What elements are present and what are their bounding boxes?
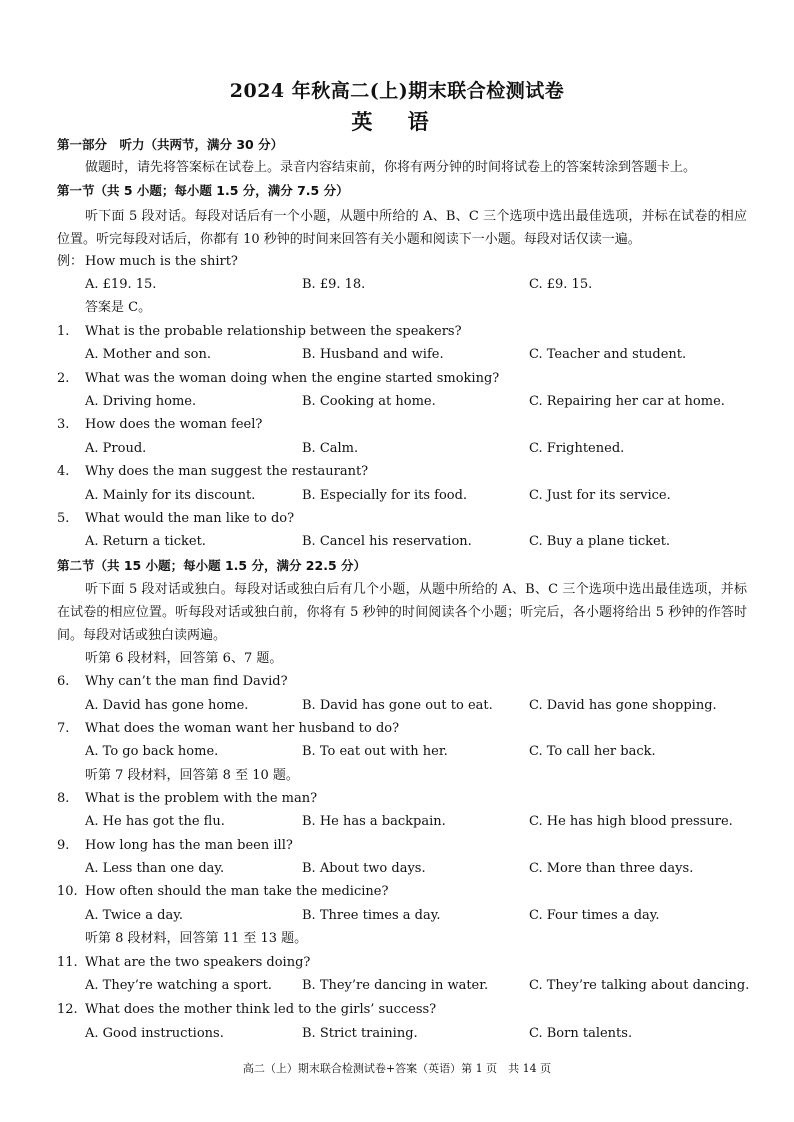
- section1-heading: 第一节（共 5 小题；每小题 1.5 分，满分 7.5 分）: [57, 183, 349, 198]
- option-b: B. Calm.: [302, 441, 359, 456]
- example-option-b: B. £9. 18.: [302, 277, 366, 292]
- question-number: 10.: [57, 884, 78, 899]
- question-number: 6.: [57, 674, 70, 689]
- question-number: 2.: [57, 371, 70, 386]
- question-text: How does the woman feel?: [85, 417, 263, 432]
- question-text: Why can’t the man find David?: [85, 674, 288, 689]
- option-b: B. Husband and wife.: [302, 347, 444, 362]
- option-a: A. To go back home.: [85, 744, 219, 759]
- option-b: B. Three times a day.: [302, 908, 441, 923]
- option-c: C. Four times a day.: [529, 908, 660, 923]
- question-number: 5.: [57, 511, 70, 526]
- option-a: A. Good instructions.: [85, 1026, 224, 1041]
- section2-intro: 听下面 5 段对话或独白。每段对话或独白后有几个小题，从题中所给的 A、B、C 三个选项中选出最佳选项，并标在试卷的相应位置。听每段对话或独白前，你将有 5 秒钟的时间阅读各个小题；听完后，各小题将给出 5 秒钟的作答时间。每段对话或独白读两遍。: [57, 582, 747, 643]
- option-c: C. More than three days.: [529, 861, 694, 876]
- option-b: B. Cancel his reservation.: [302, 534, 472, 549]
- section1-intro: 听下面 5 段对话。每段对话后有一个小题，从题中所给的 A、B、C 三个选项中选出最佳选项，并标在试卷的相应位置。听完每段对话后，你都有 10 秒钟的时间来回答有关小题和阅读下一小题。每段对话仅读一遍。: [57, 209, 747, 247]
- question-number: 9.: [57, 838, 70, 853]
- option-b: B. Strict training.: [302, 1026, 418, 1041]
- option-a: A. Mother and son.: [85, 347, 212, 362]
- option-b: B. Especially for its food.: [302, 488, 468, 503]
- question-text: What would the man like to do?: [85, 511, 295, 526]
- question-number: 7.: [57, 721, 70, 736]
- example-label: 例：: [57, 254, 84, 269]
- option-b: B. They’re dancing in water.: [302, 978, 489, 993]
- option-b: B. About two days.: [302, 861, 426, 876]
- question-number: 4.: [57, 464, 70, 479]
- question-number: 11.: [57, 955, 78, 970]
- option-b: B. Cooking at home.: [302, 394, 436, 409]
- option-a: A. They’re watching a sport.: [85, 978, 272, 993]
- option-a: A. Twice a day.: [85, 908, 183, 923]
- question-number: 1.: [57, 324, 70, 339]
- question-number: 3.: [57, 417, 70, 432]
- question-text: What is the problem with the man?: [85, 791, 318, 806]
- option-c: C. Born talents.: [529, 1026, 633, 1041]
- section2-heading: 第二节（共 15 小题；每小题 1.5 分，满分 22.5 分）: [57, 558, 366, 573]
- option-b: B. David has gone out to eat.: [302, 698, 493, 713]
- material-8-note: 听第 8 段材料，回答第 11 至 13 题。: [85, 931, 308, 946]
- question-text: What are the two speakers doing?: [85, 955, 311, 970]
- question-number: 8.: [57, 791, 70, 806]
- option-b: B. To eat out with her.: [302, 744, 448, 759]
- question-text: What does the woman want her husband to do?: [85, 721, 400, 736]
- option-a: A. Proud.: [85, 441, 147, 456]
- material-6-note: 听第 6 段材料，回答第 6、7 题。: [85, 651, 283, 666]
- example-answer: 答案是 C。: [85, 300, 152, 315]
- example-option-c: C. £9. 15.: [529, 277, 593, 292]
- example-question: How much is the shirt?: [85, 254, 238, 269]
- question-text: What does the mother think led to the girls’ success?: [85, 1002, 437, 1017]
- option-c: C. They’re talking about dancing.: [529, 978, 750, 993]
- question-text: How long has the man been ill?: [85, 838, 293, 853]
- question-text: How often should the man take the medicine?: [85, 884, 389, 899]
- option-c: C. To call her back.: [529, 744, 656, 759]
- subject-title: 英 语: [351, 109, 443, 134]
- option-c: C. David has gone shopping.: [529, 698, 717, 713]
- exam-title: 2024 年秋高二(上)期末联合检测试卷: [229, 80, 565, 102]
- part1-intro: 做题时，请先将答案标在试卷上。录音内容结束前，你将有两分钟的时间将试卷上的答案转涂到答题卡上。: [85, 160, 697, 175]
- material-7-note: 听第 7 段材料，回答第 8 至 10 题。: [85, 768, 299, 783]
- option-a: A. Driving home.: [85, 394, 197, 409]
- question-text: What was the woman doing when the engine started smoking?: [85, 371, 500, 386]
- option-a: A. Mainly for its discount.: [85, 488, 256, 503]
- option-b: B. He has a backpain.: [302, 814, 446, 829]
- option-c: C. Frightened.: [529, 441, 625, 456]
- option-c: C. Just for its service.: [529, 488, 671, 503]
- option-c: C. Teacher and student.: [529, 347, 687, 362]
- option-c: C. Buy a plane ticket.: [529, 534, 671, 549]
- question-number: 12.: [57, 1002, 78, 1017]
- option-c: C. He has high blood pressure.: [529, 814, 733, 829]
- example-option-a: A. £19. 15.: [85, 277, 157, 292]
- page-footer: 高二（上）期末联合检测试卷+答案（英语）第 1 页 共 14 页: [242, 1062, 552, 1075]
- option-a: A. Return a ticket.: [85, 534, 206, 549]
- question-text: What is the probable relationship between the speakers?: [85, 324, 462, 339]
- option-a: A. He has got the flu.: [85, 814, 225, 829]
- question-text: Why does the man suggest the restaurant?: [85, 464, 369, 479]
- option-c: C. Repairing her car at home.: [529, 394, 725, 409]
- option-a: A. Less than one day.: [85, 861, 225, 876]
- part1-heading: 第一部分 听力（共两节，满分 30 分）: [57, 137, 284, 152]
- option-a: A. David has gone home.: [85, 698, 249, 713]
